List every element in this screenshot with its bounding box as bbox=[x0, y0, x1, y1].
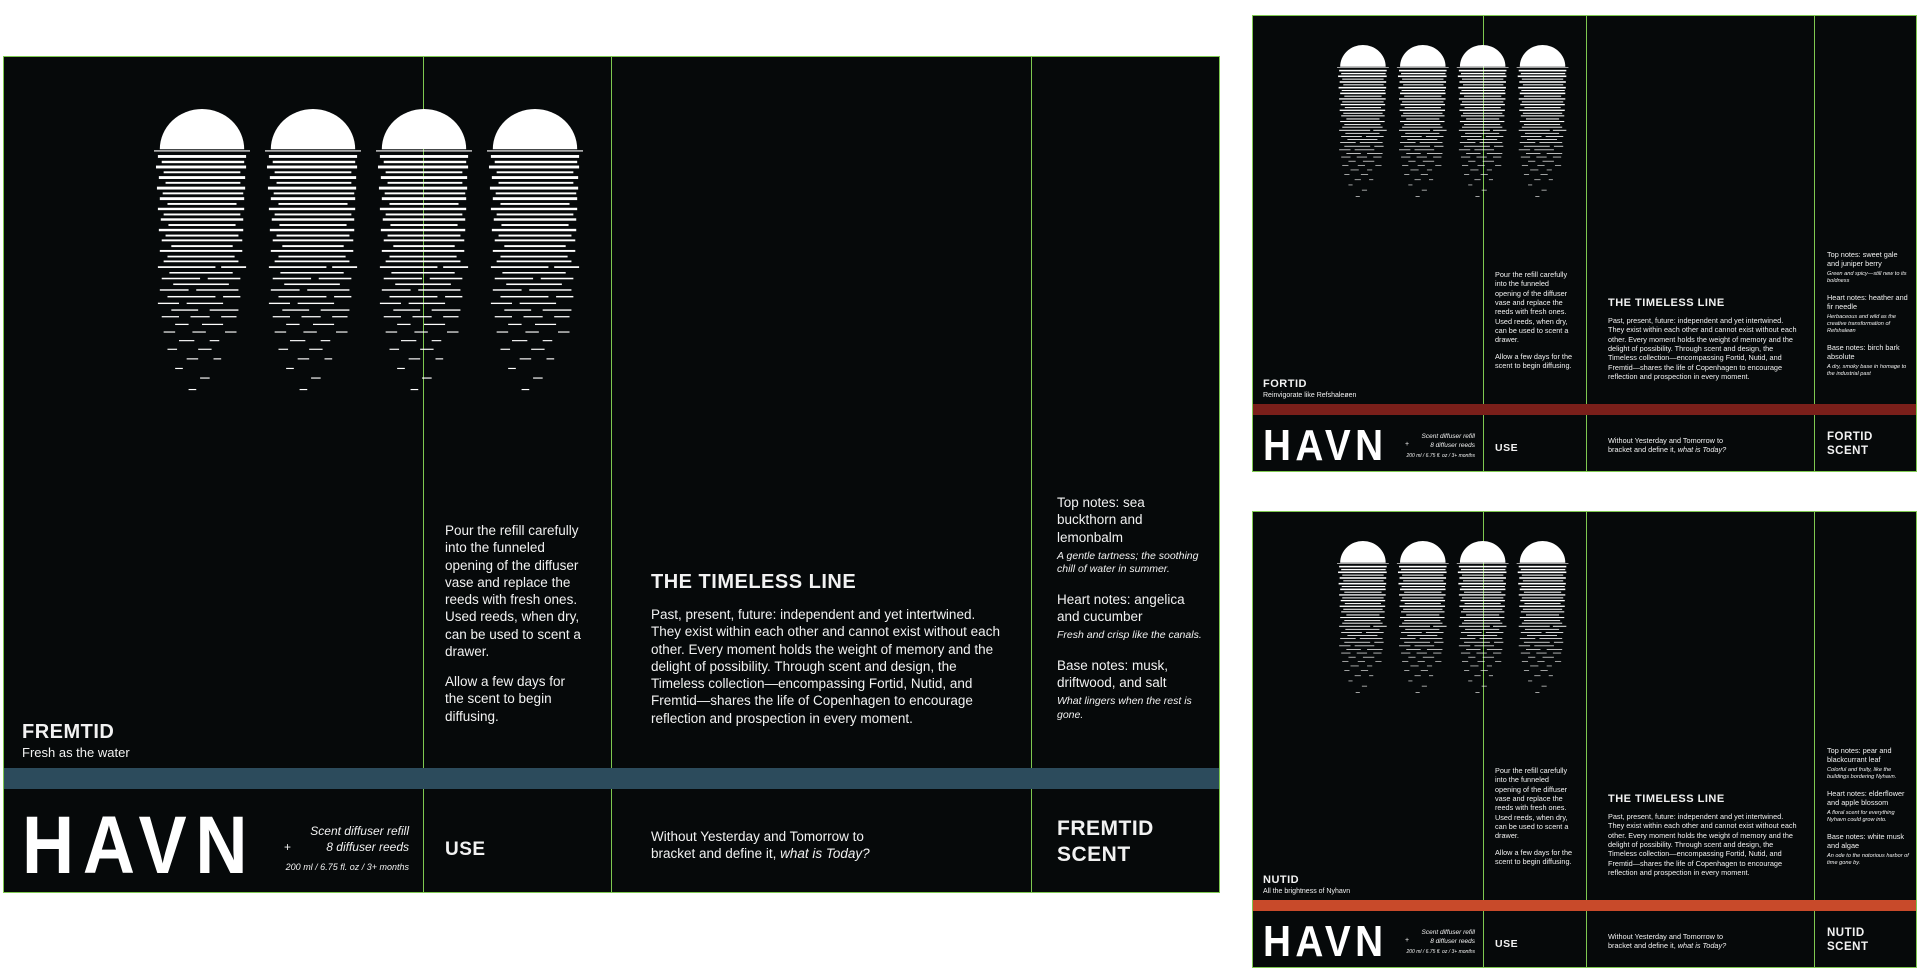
label-fremtid bbox=[3, 56, 1220, 893]
refill-line-1: Scent diffuser refill bbox=[1421, 433, 1475, 440]
note-title: Top notes: sea buckthorn and lemonbalm bbox=[1057, 495, 1145, 545]
use-instructions: Pour the refill carefully into the funneled opening of the diffuser vase and replace the reeds with fresh ones. Used reeds, when dry, can be used to scent a drawer. bbox=[1495, 270, 1569, 345]
quote-text: Without Yesterday and Tomorrow to bracket and define it, bbox=[1608, 932, 1724, 951]
havn-logo: HAVN bbox=[1263, 917, 1388, 966]
scent-label: NUTID bbox=[1827, 927, 1865, 939]
use-label: USE bbox=[445, 839, 486, 860]
volume-info: 200 ml / 6.75 fl. oz / 3+ months bbox=[285, 862, 409, 872]
scent-label-2: SCENT bbox=[1827, 445, 1869, 457]
moon-reflections-illustration bbox=[1335, 45, 1571, 223]
quote-question: what is Today? bbox=[1677, 941, 1727, 951]
havn-logo: HAVN bbox=[22, 800, 257, 891]
use-label: USE bbox=[1495, 442, 1519, 454]
note-desc: A gentle tartness; the soothing chill of water in summer. bbox=[1057, 549, 1199, 576]
note-desc: Colorful and fruity, like the buildings bordering Nyhavn. bbox=[1827, 766, 1897, 780]
color-band bbox=[1253, 404, 1916, 415]
note-title: Heart notes: angelica and cucumber bbox=[1057, 591, 1185, 624]
note-title: Top notes: sweet gale and juniper berry bbox=[1827, 250, 1898, 269]
fold-line bbox=[1031, 57, 1032, 892]
moon-reflections-illustration bbox=[154, 109, 584, 439]
note-desc: An ode to the notorious harbor of time gone by. bbox=[1827, 852, 1909, 866]
color-band bbox=[1253, 900, 1916, 911]
line-title: THE TIMELESS LINE bbox=[1608, 793, 1725, 805]
note-title: Base notes: musk, driftwood, and salt bbox=[1057, 657, 1169, 690]
moon-reflections-illustration bbox=[1335, 541, 1571, 719]
label-nutid bbox=[1252, 511, 1917, 968]
fold-line bbox=[1586, 16, 1587, 471]
note-desc: A floral scent for everything Nyhavn could grow into. bbox=[1827, 809, 1895, 823]
label-fortid bbox=[1252, 15, 1917, 472]
scent-notes bbox=[1827, 250, 1909, 378]
note-title: Top notes: pear and blackcurrant leaf bbox=[1827, 746, 1892, 765]
refill-line-2: 8 diffuser reeds bbox=[1430, 938, 1475, 945]
note-title: Heart notes: heather and fir needle bbox=[1827, 292, 1908, 312]
plus-sign: + bbox=[1405, 937, 1410, 944]
use-label: USE bbox=[1495, 938, 1519, 950]
note-desc: Green and spicy—still new to its boldness bbox=[1827, 270, 1907, 284]
quote bbox=[651, 828, 891, 863]
product-tagline: All the brightness of Nyhavn bbox=[1263, 888, 1351, 895]
quote-text: Without Yesterday and Tomorrow to bracket and define it, bbox=[651, 829, 864, 862]
note-title: Base notes: birch bark absolute bbox=[1827, 343, 1900, 362]
note-desc: Herbaceous and wild as the creative transformation of Refshaleøn bbox=[1827, 313, 1897, 334]
scent-label-2: SCENT bbox=[1827, 941, 1869, 953]
product-name: FORTID bbox=[1263, 378, 1307, 390]
scent-label-2: SCENT bbox=[1057, 843, 1131, 866]
use-instructions-2: Allow a few days for the scent to begin diffusing. bbox=[1495, 848, 1573, 867]
volume-info: 200 ml / 6.75 fl. oz / 3+ months bbox=[1406, 453, 1475, 459]
note-title: Heart notes: elderflower and apple blossom bbox=[1827, 788, 1905, 808]
product-name: NUTID bbox=[1263, 874, 1300, 886]
product-name: FREMTID bbox=[22, 721, 115, 743]
line-title: THE TIMELESS LINE bbox=[651, 571, 857, 593]
quote bbox=[1608, 436, 1738, 455]
scent-label: FREMTID bbox=[1057, 817, 1154, 840]
fold-line bbox=[611, 57, 612, 892]
plus-sign: + bbox=[1405, 441, 1410, 448]
line-body: Past, present, future: independent and yet intertwined. They exist within each other and cannot exist without each other. Every moment holds the weight of memory and the delight of possibility. Through scent and design, the Timeless collection—encompassing Fortid, Nutid, and Fremtid—shares the life of Copenhagen to encourage reflection and prospection in every moment. bbox=[1608, 316, 1797, 381]
havn-logo: HAVN bbox=[1263, 421, 1388, 470]
color-band bbox=[4, 768, 1219, 789]
quote bbox=[1608, 932, 1738, 951]
note-desc: What lingers when the rest is gone. bbox=[1057, 695, 1192, 721]
note-desc: A dry, smoky base in homage to the industrial past bbox=[1827, 363, 1907, 377]
quote-question: what is Today? bbox=[1677, 445, 1727, 455]
use-instructions: Pour the refill carefully into the funneled opening of the diffuser vase and replace the reeds with fresh ones. Used reeds, when dry, can be used to scent a drawer. bbox=[445, 523, 581, 659]
note-desc: Fresh and crisp like the canals. bbox=[1057, 629, 1202, 642]
plus-sign: + bbox=[284, 840, 292, 854]
refill-line-2: 8 diffuser reeds bbox=[326, 840, 409, 854]
refill-line-1: Scent diffuser refill bbox=[310, 824, 409, 838]
refill-line-1: Scent diffuser refill bbox=[1421, 929, 1475, 936]
use-instructions-2: Allow a few days for the scent to begin diffusing. bbox=[445, 674, 566, 724]
quote-question: what is Today? bbox=[780, 846, 870, 862]
volume-info: 200 ml / 6.75 fl. oz / 3+ months bbox=[1406, 949, 1475, 955]
note-title: Base notes: white musk and algae bbox=[1827, 831, 1905, 851]
line-body: Past, present, future: independent and yet intertwined. They exist within each other and cannot exist without each other. Every moment holds the weight of memory and the delight of possibility. Through scent and design, the Timeless collection—encompassing Fortid, Nutid, and Fremtid—shares the life of Copenhagen to encourage reflection and prospection in every moment. bbox=[1608, 812, 1797, 877]
scent-notes bbox=[1827, 746, 1909, 867]
scent-label: FORTID bbox=[1827, 431, 1873, 443]
fold-line bbox=[1814, 512, 1815, 967]
use-instructions-2: Allow a few days for the scent to begin diffusing. bbox=[1495, 352, 1573, 371]
use-instructions: Pour the refill carefully into the funneled opening of the diffuser vase and replace the reeds with fresh ones. Used reeds, when dry, can be used to scent a drawer. bbox=[1495, 766, 1569, 841]
fold-line bbox=[1814, 16, 1815, 471]
quote-text: Without Yesterday and Tomorrow to bracket and define it, bbox=[1608, 436, 1724, 455]
line-title: THE TIMELESS LINE bbox=[1608, 297, 1725, 309]
scent-notes bbox=[1057, 494, 1207, 722]
refill-line-2: 8 diffuser reeds bbox=[1430, 442, 1475, 449]
fold-line bbox=[1586, 512, 1587, 967]
product-tagline: Fresh as the water bbox=[22, 745, 130, 760]
line-body: Past, present, future: independent and yet intertwined. They exist within each other and cannot exist without each other. Every moment holds the weight of memory and the delight of possibility. Through scent and design, the Timeless collection—encompassing Fortid, Nutid, and Fremtid—shares the life of Copenhagen to encourage reflection and prospection in every moment. bbox=[651, 607, 1000, 726]
product-tagline: Reinvigorate like Refshaleøen bbox=[1263, 392, 1357, 399]
